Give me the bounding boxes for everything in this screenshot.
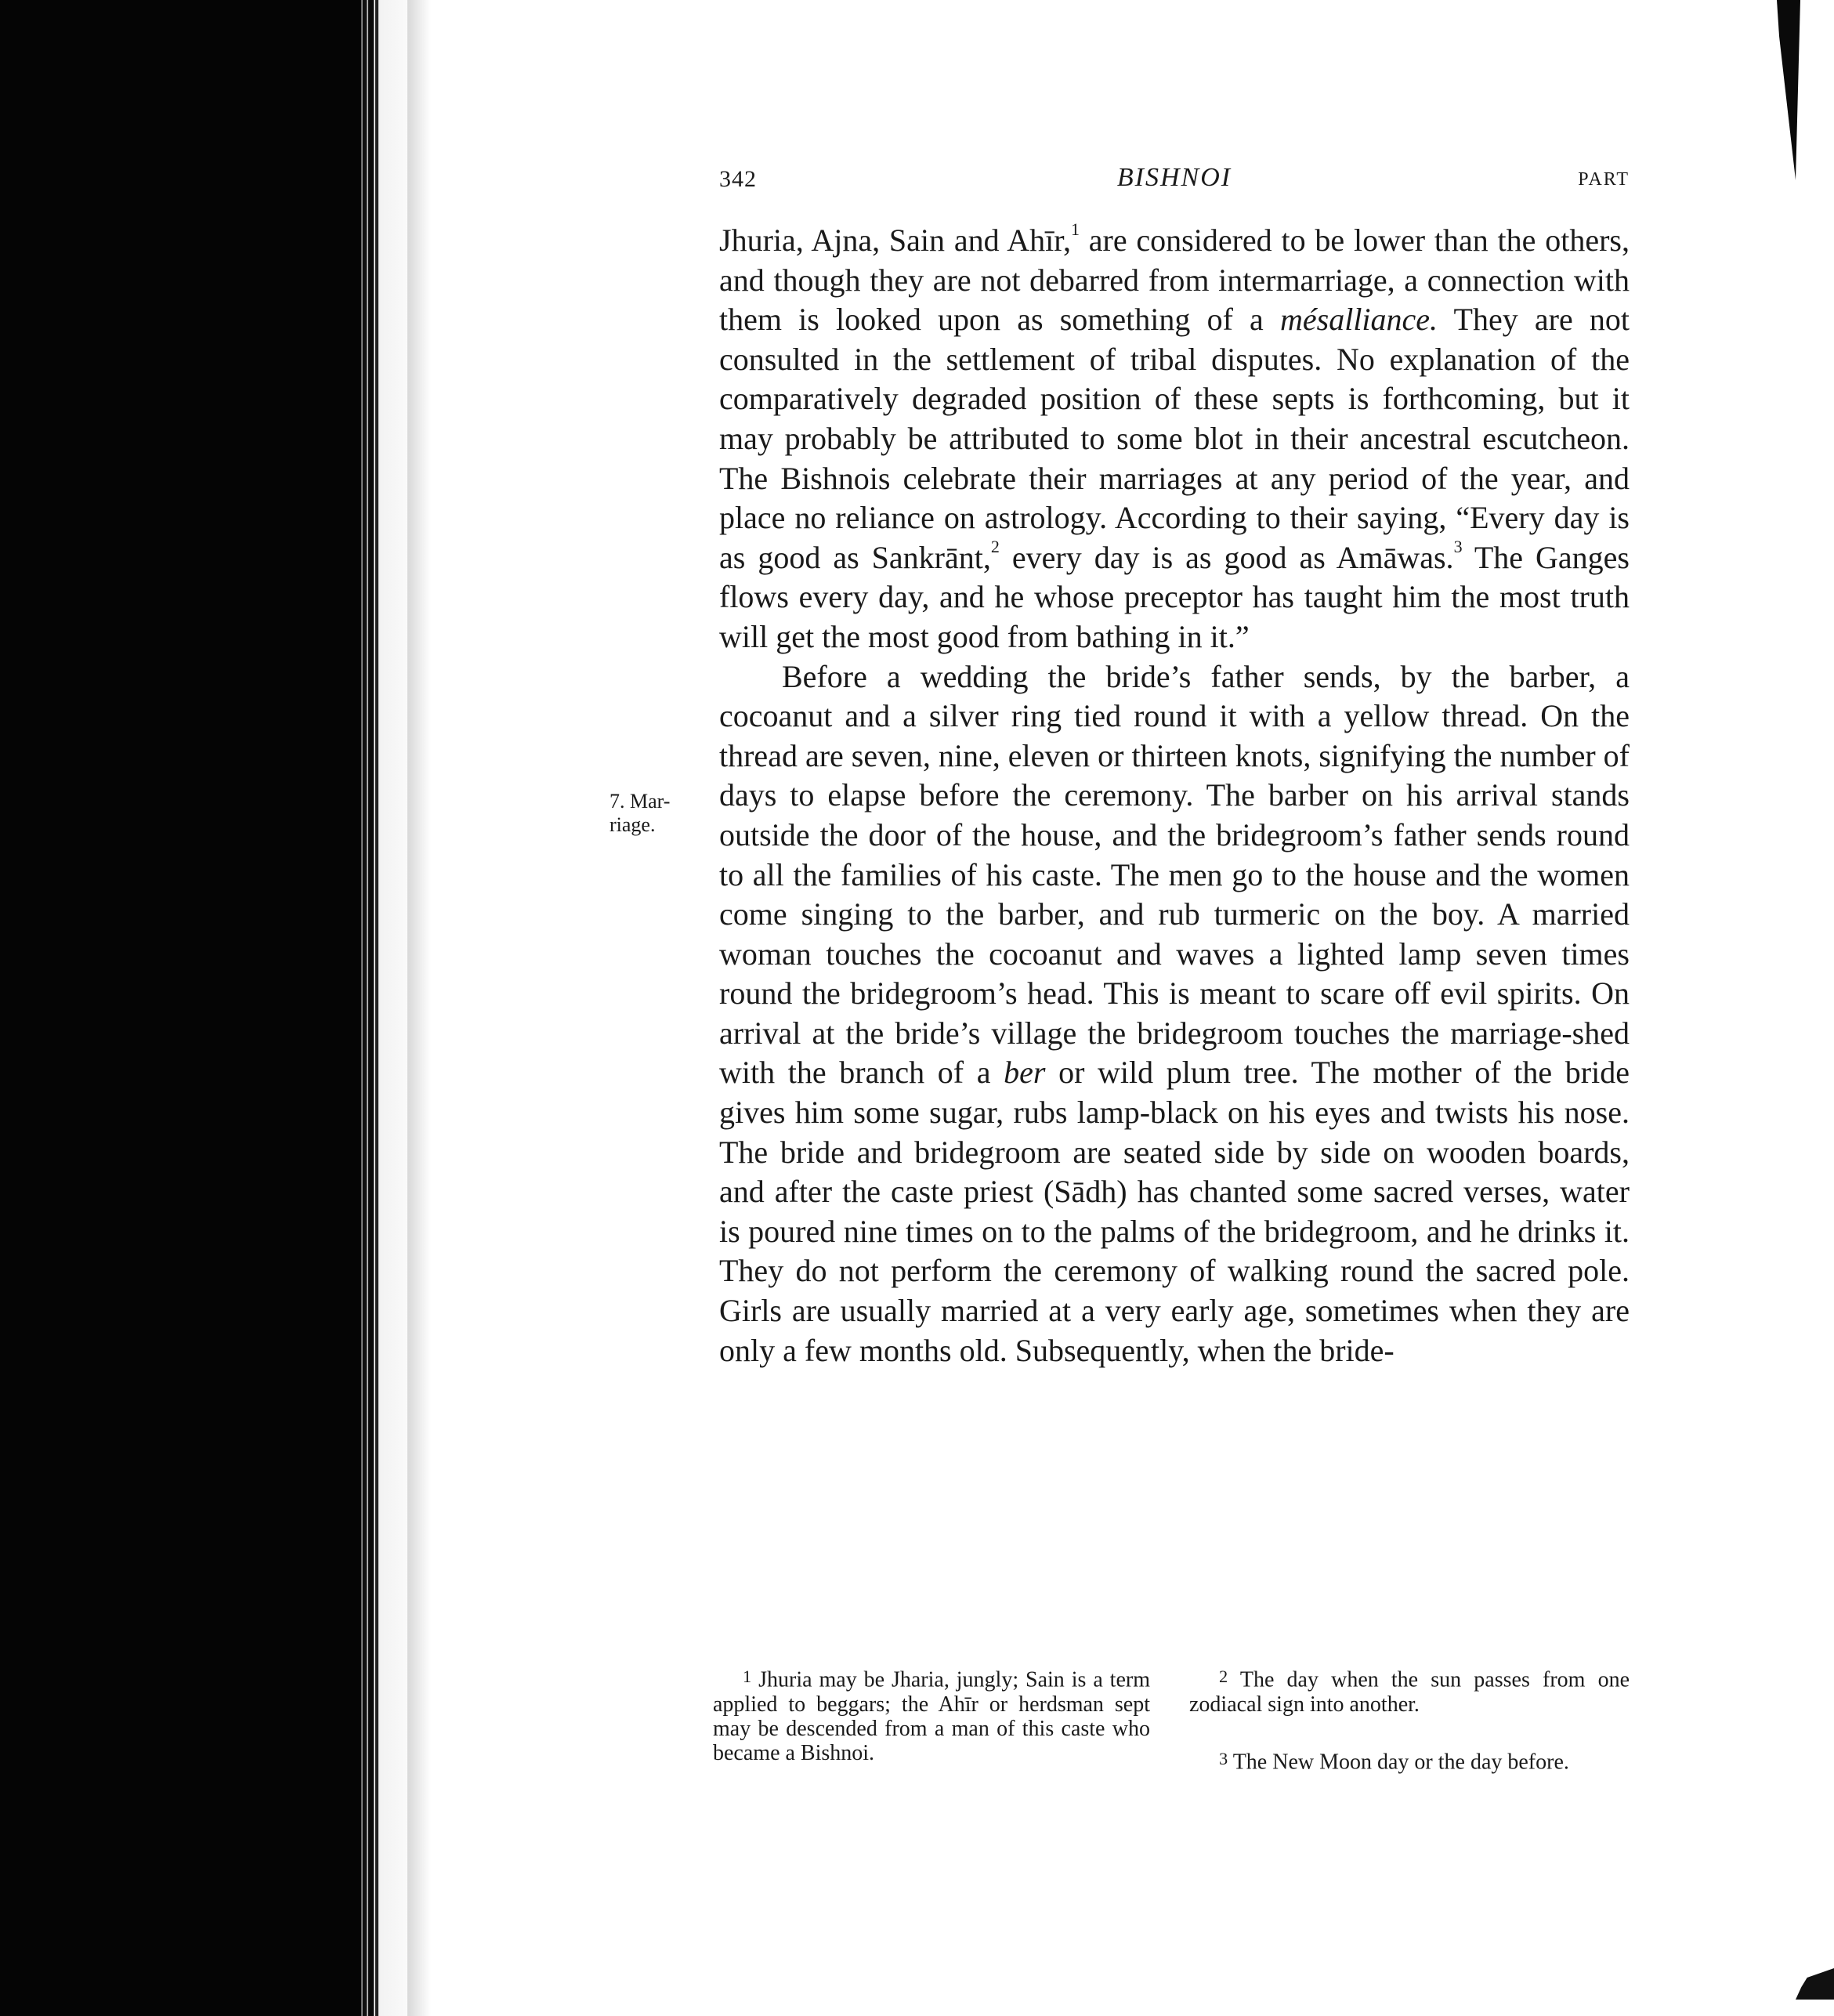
scan-binding-edge xyxy=(0,0,407,2016)
margin-note-line-2: riage. xyxy=(610,813,656,836)
margin-note-line-1: 7. Mar- xyxy=(610,790,671,813)
para2-b: or wild plum tree. The mother of the bride gives him some sugar, rubs lamp-black on his eyes and twists his nose. The bride and bridegroom are seated side by side on wooden boards, and after the caste priest (Sādh) has chanted some sacred verses, water is poured nine times on to the palms of the bridegroom, and he drinks it. They do not perform the ceremony of walking round the sacred pole. Girls are usually married at a very early age, sometimes when they are only a few months old. Subsequently, when the bride- xyxy=(719,1055,1630,1368)
margin-note-marriage xyxy=(610,790,704,837)
footnote-column-left xyxy=(713,1664,1150,1765)
running-header xyxy=(719,163,1630,205)
footnote-3-text: The New Moon day or the day before. xyxy=(1228,1750,1569,1775)
part-label: PART xyxy=(1578,169,1630,190)
footnote-1 xyxy=(713,1664,1150,1765)
scan-edge-mark-top xyxy=(1777,0,1800,180)
scan-binding-fade xyxy=(407,0,431,2016)
footnote-2 xyxy=(1189,1664,1630,1717)
paragraph-1 xyxy=(719,221,1630,657)
footnote-2-text: The day when the sun passes from one zodiacal sign into another. xyxy=(1189,1667,1630,1717)
paragraph-2 xyxy=(719,657,1630,1371)
para2-italic: ber xyxy=(1004,1055,1046,1091)
footnote-1-text: Jhuria may be Jharia, jungly; Sain is a term applied to beggars; the Ahīr or herdsman sept may be descended from a man of this caste who became a Bishnoi. xyxy=(713,1667,1150,1765)
para1-a: Jhuria, Ajna, Sain and Ahīr, xyxy=(719,223,1071,258)
para1-c: They are not consulted in the settlement of tribal disputes. No explanation of the comparatively degraded position of these septs is forthcoming, but it may probably be attributed to some blot in their ancestral escutcheon. The Bishnois celebrate their marriages at any period of the year, and place no reliance on astrology. According to their saying, “Every day is as good as Sankrānt, xyxy=(719,302,1630,575)
footnote-1-number: 1 xyxy=(743,1667,752,1686)
footnote-ref-3: 3 xyxy=(1453,536,1463,556)
running-title: BISHNOI xyxy=(1116,163,1232,192)
para1-d: every day is as good as Amāwas. xyxy=(999,539,1454,575)
footnote-3 xyxy=(1189,1746,1630,1775)
body-text xyxy=(719,221,1630,1370)
footnote-ref-2: 2 xyxy=(990,536,1000,556)
para1-e: The Ganges flows every day, and he whose preceptor has taught him the most truth will get the most good from bathing in it.” xyxy=(719,539,1630,654)
footnote-3-number: 3 xyxy=(1219,1748,1228,1768)
scan-edge-mark-bottom xyxy=(1796,1968,1834,2000)
footnote-2-number: 2 xyxy=(1219,1667,1228,1686)
para1-b: are considered to be lower than the others, and though they are not debarred from intermarriage, a connection with them is looked upon as something of a xyxy=(719,223,1630,338)
footnote-column-right xyxy=(1189,1664,1630,1774)
para2-a: Before a wedding the bride’s father sends, by the barber, a cocoanut and a silver ring tied round it with a yellow thread. On the thread are seven, nine, eleven or thirteen knots, signifying the number of days to elapse before the ceremony. The barber on his arrival stands outside the door of the house, and the bridegroom’s father sends round to all the families of his caste. The men go to the house and the women come singing to the barber, and rub turmeric on the boy. A married woman touches the cocoanut and waves a lighted lamp seven times round the bridegroom’s head. This is meant to scare off evil spirits. On arrival at the bride’s village the bridegroom touches the marriage-shed with the branch of a xyxy=(719,658,1630,1091)
page-number: 342 xyxy=(719,166,757,192)
para1-italic: mésalliance. xyxy=(1280,302,1438,338)
footnote-ref-1: 1 xyxy=(1070,219,1080,240)
